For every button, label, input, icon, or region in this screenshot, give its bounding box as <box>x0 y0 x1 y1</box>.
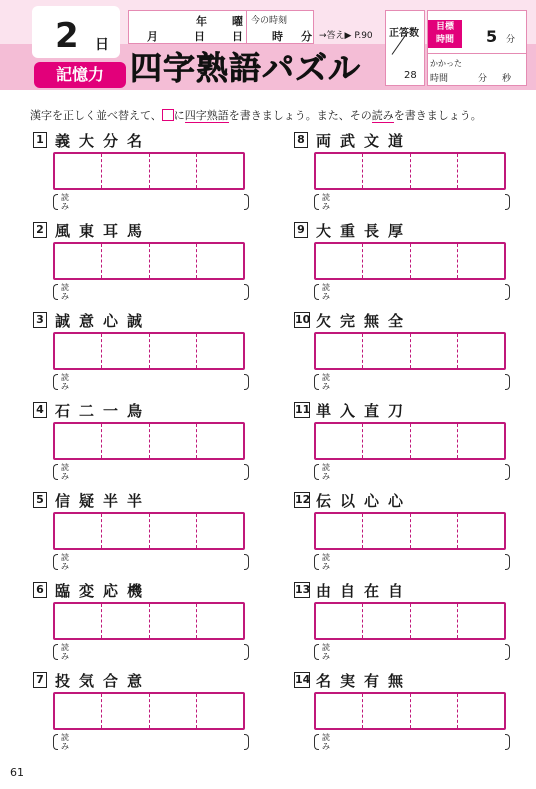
answer-cell[interactable] <box>410 334 457 368</box>
problem-item <box>33 672 249 752</box>
problem-item <box>294 492 510 572</box>
problem-number: 1 <box>33 132 47 148</box>
problem-characters: 石二一鳥 <box>55 402 152 420</box>
answer-cell[interactable] <box>101 154 148 188</box>
problem-item <box>33 132 249 212</box>
reading-label: 読み <box>61 463 69 481</box>
answer-cell[interactable] <box>362 154 409 188</box>
bracket-left <box>314 734 319 750</box>
problem-characters: 義大分名 <box>55 132 152 150</box>
answer-cell[interactable] <box>101 694 148 728</box>
answer-cell[interactable] <box>410 514 457 548</box>
problem-characters: 大重長厚 <box>316 222 413 240</box>
answer-cell[interactable] <box>457 424 504 458</box>
reading-field[interactable] <box>53 462 249 482</box>
answer-cell[interactable] <box>55 154 101 188</box>
answer-cell[interactable] <box>55 424 101 458</box>
answer-cell[interactable] <box>457 604 504 638</box>
blank-box-icon <box>162 109 174 121</box>
bracket-right <box>244 464 249 480</box>
problem-item <box>294 582 510 662</box>
elapsed-sec-label: 秒 <box>502 74 512 84</box>
bracket-right <box>244 644 249 660</box>
bracket-left <box>314 554 319 570</box>
reading-field[interactable] <box>53 732 249 752</box>
answer-cell[interactable] <box>316 334 362 368</box>
problem-item <box>294 672 510 752</box>
score-label: 正答数 <box>389 28 419 39</box>
reading-label: 読み <box>61 373 69 391</box>
answer-cell[interactable] <box>149 154 196 188</box>
problem-characters: 両武文道 <box>316 132 413 150</box>
answer-cell[interactable] <box>316 154 362 188</box>
reading-field[interactable] <box>314 282 510 302</box>
answer-cell[interactable] <box>196 154 243 188</box>
answer-cell[interactable] <box>101 514 148 548</box>
reading-label: 読み <box>322 373 330 391</box>
goal-label-1: 目標 <box>435 22 454 32</box>
problem-number: 10 <box>295 313 311 326</box>
instruction-reading: 読み <box>371 109 394 122</box>
month-label: 月 <box>147 30 158 43</box>
answer-cell[interactable] <box>316 244 362 278</box>
answer-cell[interactable] <box>362 334 409 368</box>
problem-number: 12 <box>295 493 311 506</box>
answer-cell[interactable] <box>410 154 457 188</box>
year-label: 年 <box>196 15 207 28</box>
current-time-label: 今の時刻 <box>251 16 288 26</box>
answer-cell[interactable] <box>196 514 243 548</box>
answer-cell[interactable] <box>316 604 362 638</box>
instruction-pre: 漢字を正しく並べ替えて、 <box>30 109 162 122</box>
answer-cell[interactable] <box>196 334 243 368</box>
problem-characters: 単入直刀 <box>316 402 413 420</box>
answer-grid[interactable] <box>314 422 506 460</box>
problem-number: 9 <box>294 222 308 238</box>
reading-field[interactable] <box>53 642 249 662</box>
reading-field[interactable] <box>314 552 510 572</box>
instruction-mid2: を書きましょう。また、その <box>228 109 372 122</box>
goal-value: 5 <box>486 27 498 46</box>
answer-cell[interactable] <box>55 244 101 278</box>
problem-item <box>33 402 249 482</box>
reading-field[interactable] <box>53 192 249 212</box>
reading-label: 読み <box>322 733 330 751</box>
problem-item <box>33 492 249 572</box>
answer-grid[interactable] <box>314 242 506 280</box>
bracket-left <box>314 464 319 480</box>
reading-label: 読み <box>61 283 69 301</box>
bracket-right <box>505 734 510 750</box>
bracket-left <box>314 374 319 390</box>
reading-label: 読み <box>61 193 69 211</box>
answer-cell[interactable] <box>362 244 409 278</box>
problem-characters: 欠完無全 <box>316 312 413 330</box>
date-divider <box>246 10 247 44</box>
problem-number: 7 <box>33 672 47 688</box>
problem-characters: 伝以心心 <box>316 492 413 510</box>
answer-cell[interactable] <box>457 334 504 368</box>
answer-grid[interactable] <box>53 422 245 460</box>
problem-item <box>33 312 249 392</box>
instruction-term: 四字熟語 <box>184 109 229 122</box>
answer-grid[interactable] <box>53 332 245 370</box>
reading-field[interactable] <box>53 552 249 572</box>
bracket-left <box>53 374 58 390</box>
answer-cell[interactable] <box>55 334 101 368</box>
problem-number: 2 <box>33 222 47 238</box>
bracket-right <box>505 194 510 210</box>
bracket-right <box>505 554 510 570</box>
answer-cell[interactable] <box>149 604 196 638</box>
answer-cell[interactable] <box>101 244 148 278</box>
answer-cell[interactable] <box>457 514 504 548</box>
reading-field[interactable] <box>314 732 510 752</box>
reading-label: 読み <box>322 193 330 211</box>
reading-label: 読み <box>61 733 69 751</box>
problem-item <box>33 582 249 662</box>
problem-number: 4 <box>33 402 47 418</box>
day-unit: 日 <box>95 37 109 53</box>
reading-label: 読み <box>61 643 69 661</box>
answer-grid[interactable] <box>53 242 245 280</box>
answer-grid[interactable] <box>314 692 506 730</box>
problem-characters: 由自在自 <box>316 582 413 600</box>
problem-number: 5 <box>33 492 47 508</box>
problem-number: 11 <box>295 403 311 416</box>
answer-cell[interactable] <box>362 604 409 638</box>
problem-item <box>33 222 249 302</box>
problem-characters: 名実有無 <box>316 672 413 690</box>
bracket-left <box>314 644 319 660</box>
hour-label: 時 <box>272 30 283 43</box>
problem-item <box>294 312 510 392</box>
bracket-right <box>244 554 249 570</box>
reading-label: 読み <box>322 463 330 481</box>
bracket-right <box>244 374 249 390</box>
problem-item <box>294 402 510 482</box>
answer-cell[interactable] <box>362 514 409 548</box>
goal-badge <box>428 20 462 48</box>
reading-label: 読み <box>322 553 330 571</box>
answer-cell[interactable] <box>457 694 504 728</box>
problem-characters: 投気合意 <box>55 672 152 690</box>
problem-characters: 風東耳馬 <box>55 222 152 240</box>
answer-cell[interactable] <box>149 514 196 548</box>
answer-cell[interactable] <box>410 424 457 458</box>
page-number: 61 <box>10 766 24 779</box>
answer-cell[interactable] <box>196 244 243 278</box>
answer-grid[interactable] <box>53 152 245 190</box>
answer-grid[interactable] <box>314 332 506 370</box>
bracket-left <box>53 734 58 750</box>
reading-label: 読み <box>322 643 330 661</box>
answer-cell[interactable] <box>55 694 101 728</box>
problem-number: 14 <box>295 673 311 686</box>
problem-item <box>294 222 510 302</box>
score-total: 28 <box>404 70 417 81</box>
instruction-mid1: に <box>173 109 185 122</box>
goal-unit: 分 <box>506 35 516 45</box>
answer-grid[interactable] <box>53 512 245 550</box>
answer-cell[interactable] <box>101 424 148 458</box>
bracket-left <box>53 554 58 570</box>
answer-grid[interactable] <box>314 602 506 640</box>
problem-characters: 信疑半半 <box>55 492 152 510</box>
reading-field[interactable] <box>53 282 249 302</box>
bracket-left <box>53 284 58 300</box>
bracket-left <box>314 284 319 300</box>
bracket-right <box>505 464 510 480</box>
problem-number: 13 <box>295 583 311 596</box>
answer-cell[interactable] <box>101 604 148 638</box>
answer-cell[interactable] <box>410 694 457 728</box>
bracket-left <box>53 464 58 480</box>
answer-cell[interactable] <box>149 244 196 278</box>
answer-cell[interactable] <box>196 424 243 458</box>
reading-field[interactable] <box>314 462 510 482</box>
elapsed-label: かかった <box>430 59 462 68</box>
problem-number: 8 <box>294 132 308 148</box>
problem-item <box>294 132 510 212</box>
answer-grid[interactable] <box>314 512 506 550</box>
answer-cell[interactable] <box>457 244 504 278</box>
problem-number: 6 <box>33 582 47 598</box>
problem-number: 3 <box>33 312 47 328</box>
problem-characters: 誠意心誠 <box>55 312 152 330</box>
reading-field[interactable] <box>314 642 510 662</box>
elapsed-min-label: 分 <box>478 74 488 84</box>
reading-field[interactable] <box>314 192 510 212</box>
instruction-post: を書きましょう。 <box>393 109 482 122</box>
minute-label: 分 <box>301 30 312 43</box>
answer-cell[interactable] <box>55 604 101 638</box>
answer-reference: →答え▶ P.90 <box>319 31 373 41</box>
answer-cell[interactable] <box>196 694 243 728</box>
bracket-right <box>244 734 249 750</box>
answer-cell[interactable] <box>196 604 243 638</box>
answer-cell[interactable] <box>457 154 504 188</box>
day-label: 日 <box>194 30 205 43</box>
day-number: 2 <box>55 16 79 56</box>
bracket-left <box>314 194 319 210</box>
answer-grid[interactable] <box>53 602 245 640</box>
reading-field[interactable] <box>53 372 249 392</box>
answer-cell[interactable] <box>149 334 196 368</box>
answer-cell[interactable] <box>316 694 362 728</box>
bracket-left <box>53 644 58 660</box>
reading-field[interactable] <box>314 372 510 392</box>
answer-cell[interactable] <box>149 424 196 458</box>
category-badge: 記憶力 <box>34 62 126 88</box>
answer-cell[interactable] <box>410 244 457 278</box>
answer-cell[interactable] <box>410 604 457 638</box>
goal-separator <box>428 53 526 54</box>
weekday-label: 曜 <box>232 15 243 28</box>
page-title: 四字熟語パズル <box>130 49 362 87</box>
answer-cell[interactable] <box>362 694 409 728</box>
answer-cell[interactable] <box>362 424 409 458</box>
problem-characters: 臨変応機 <box>55 582 152 600</box>
bracket-right <box>505 644 510 660</box>
goal-label-2: 時間 <box>435 35 454 45</box>
day-of-week-label: 日 <box>232 30 243 43</box>
answer-cell[interactable] <box>316 514 362 548</box>
bracket-right <box>244 194 249 210</box>
bracket-right <box>505 374 510 390</box>
answer-grid[interactable] <box>314 152 506 190</box>
answer-cell[interactable] <box>101 334 148 368</box>
bracket-right <box>505 284 510 300</box>
answer-cell[interactable] <box>316 424 362 458</box>
elapsed-time-label: 時間 <box>430 74 449 84</box>
reading-label: 読み <box>322 283 330 301</box>
instruction <box>30 107 482 123</box>
answer-cell[interactable] <box>149 694 196 728</box>
bracket-left <box>53 194 58 210</box>
answer-grid[interactable] <box>53 692 245 730</box>
answer-cell[interactable] <box>55 514 101 548</box>
reading-label: 読み <box>61 553 69 571</box>
bracket-right <box>244 284 249 300</box>
